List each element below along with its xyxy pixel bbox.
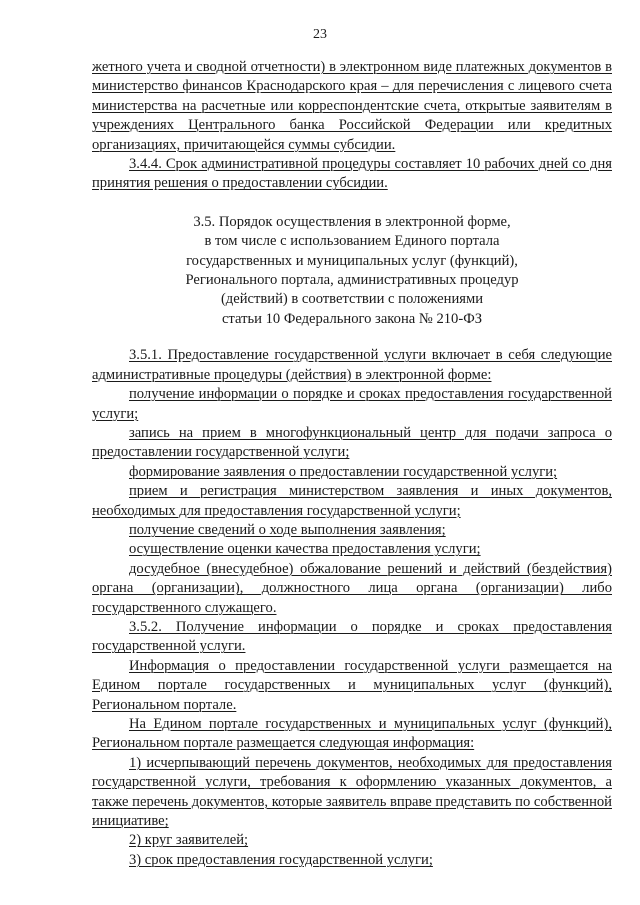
page-number: 23 — [313, 27, 327, 42]
heading-line: статьи 10 Федерального закона № 210-ФЗ — [221, 310, 483, 327]
heading-line: 3.5. Порядок осуществления в электронной форме, — [193, 213, 511, 230]
list-item: досудебное (внесудебное) обжалование решений и действий (бездействия) органа (организации), должностного лица органа (организации) либо государственного служащего. — [92, 560, 612, 616]
list-item: запись на прием в многофункциональный центр для подачи запроса о предоставлении государственной услуги; — [92, 424, 612, 461]
paragraph: Информация о предоставлении государственной услуги размещается на Едином портале государственных и муниципальных услуг (функций), Региональном портале. — [92, 657, 612, 713]
paragraph: На Едином портале государственных и муниципальных услуг (функций), Региональном портале размещается следующая информация: — [92, 716, 612, 752]
list-item: осуществление оценки качества предоставления услуги; — [129, 541, 481, 558]
heading-line: Регионального портала, административных процедур — [185, 272, 519, 289]
paragraph-3-4-4: 3.4.4. Срок административной процедуры составляет 10 рабочих дней со дня принятия решения о предоставлении субсидии. — [92, 156, 612, 192]
section-heading-3-5 — [92, 213, 612, 329]
paragraph-3-5-2: 3.5.2. Получение информации о порядке и сроках предоставления государственной услуги. — [92, 618, 612, 655]
heading-line: государственных и муниципальных услуг (функций), — [186, 252, 518, 269]
numbered-item: 3) срок предоставления государственной услуги; — [129, 851, 433, 868]
paragraph-continuation: жетного учета и сводной отчетности) в электронном виде платежных документов в министерство финансов Краснодарского края – для перечисления с лицевого счета министерства на расчетные или корреспондентские счета, открытые заявителям в учреждениях Центрального банка Российской Федерации или кредитных организациях, причитающейся суммы субсидии. — [92, 59, 612, 153]
document-body — [92, 58, 612, 870]
list-item: получение сведений о ходе выполнения заявления; — [129, 521, 446, 538]
list-item: формирование заявления о предоставлении государственной услуги; — [129, 463, 558, 480]
heading-line: в том числе с использованием Единого портала — [204, 233, 500, 250]
numbered-item: 1) исчерпывающий перечень документов, необходимых для предоставления государственной услуги, требования к оформлению указанных документов, а также перечень документов, которые заявитель вправе представить по собственной инициативе; — [92, 754, 612, 830]
paragraph-3-5-1: 3.5.1. Предоставление государственной услуги включает в себя следующие административные процедуры (действия) в электронной форме: — [92, 347, 612, 383]
heading-line: (действий) в соответствии с положениями — [220, 291, 484, 308]
list-item: прием и регистрация министерством заявления и иных документов, необходимых для предоставления государственной услуги; — [92, 483, 612, 519]
list-item: получение информации о порядке и сроках предоставления государственной услуги; — [92, 386, 612, 422]
numbered-item: 2) круг заявителей; — [129, 832, 249, 849]
